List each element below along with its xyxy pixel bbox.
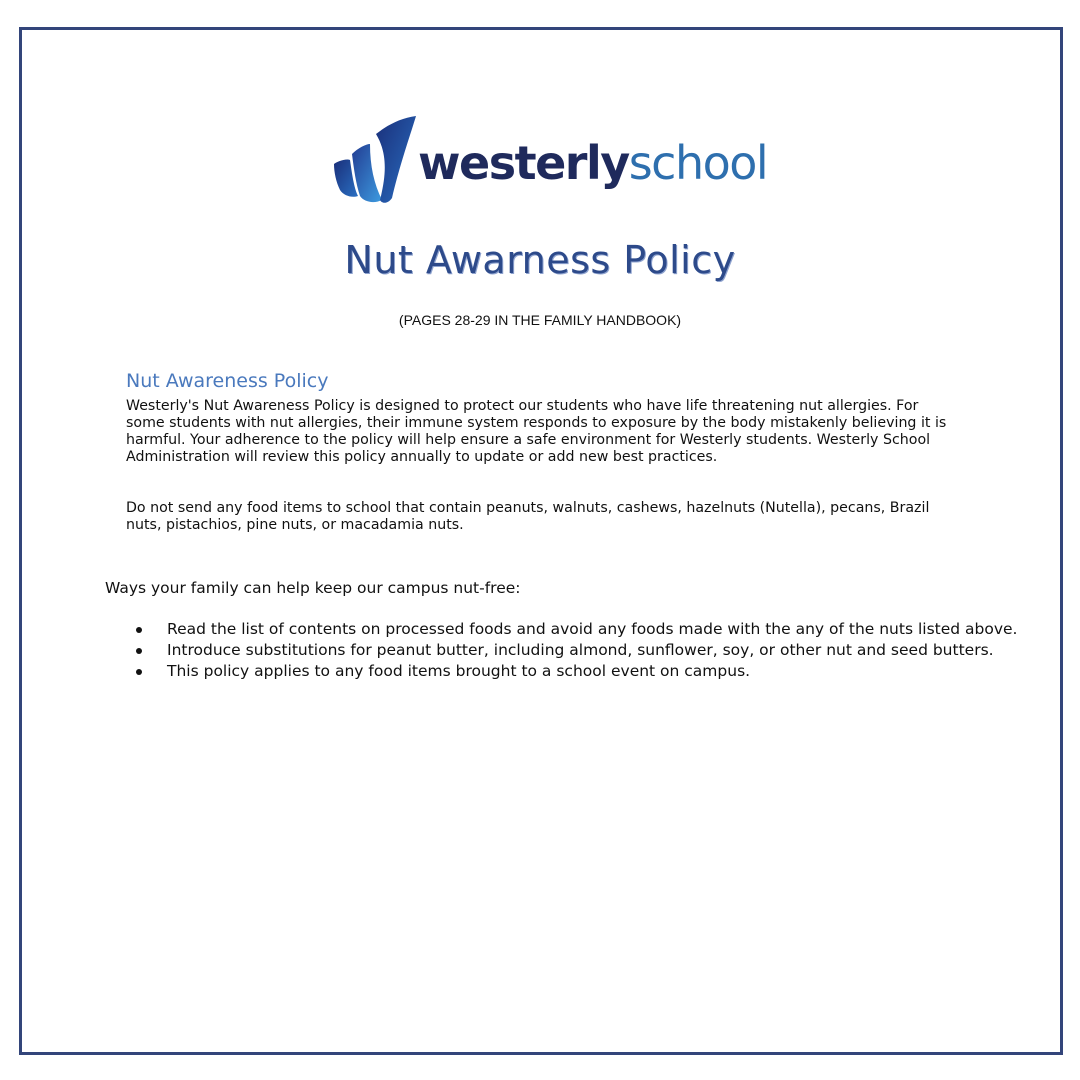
school-logo — [330, 114, 768, 206]
bullet-icon — [136, 648, 142, 654]
list-item — [134, 662, 1024, 681]
list-item — [134, 641, 1024, 660]
list-item-text: Introduce substitutions for peanut butter, including almond, sunflower, soy, or other nut and seed butters. — [167, 641, 994, 659]
logo-word-school: school — [628, 136, 768, 190]
westerly-w-logo-icon — [330, 114, 420, 206]
ways-heading: Ways your family can help keep our campus nut-free: — [105, 579, 521, 597]
section-heading: Nut Awareness Policy — [126, 370, 329, 392]
bullet-icon — [136, 669, 142, 675]
list-item-text: Read the list of contents on processed foods and avoid any foods made with the any of the nuts listed above. — [167, 620, 1018, 638]
logo-wordmark — [418, 136, 768, 190]
list-item — [134, 620, 1024, 639]
logo-word-westerly: westerly — [418, 136, 629, 190]
policy-paragraph: Westerly's Nut Awareness Policy is designed to protect our students who have life threatening nut allergies. For some students with nut allergies, their immune system responds to exposure by the body mistakenly believing it is harmful. Your adherence to the policy will help ensure a safe environment for Westerly students. Westerly School Administration will review this policy annually to update or add new best practices. — [126, 398, 947, 465]
page-subtitle: (PAGES 28-29 IN THE FAMILY HANDBOOK) — [398, 312, 682, 328]
ways-list — [134, 620, 1024, 683]
bullet-icon — [136, 627, 142, 633]
page-title: Nut Awarness Policy — [344, 238, 736, 282]
list-item-text: This policy applies to any food items brought to a school event on campus. — [167, 662, 751, 680]
nut-list-paragraph: Do not send any food items to school that contain peanuts, walnuts, cashews, hazelnuts (Nutella), pecans, Brazil nuts, pistachios, pine nuts, or macadamia nuts. — [126, 500, 930, 533]
